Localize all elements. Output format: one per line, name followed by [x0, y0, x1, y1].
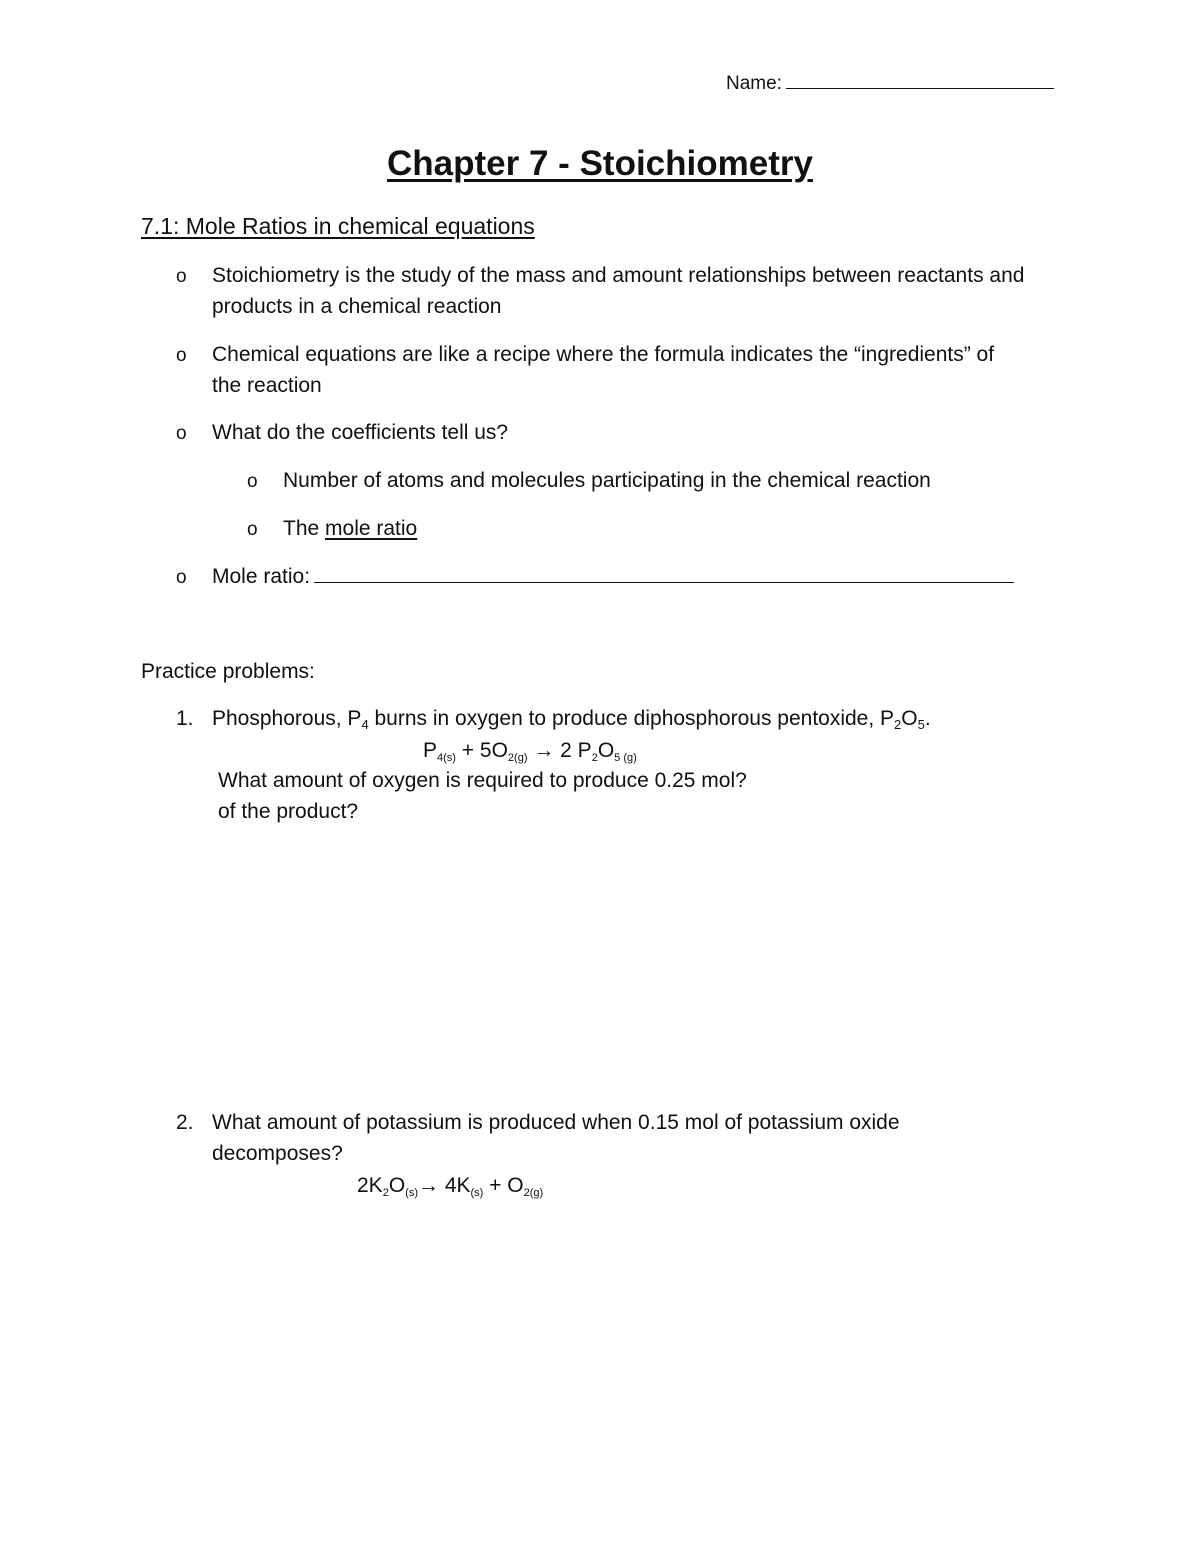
- subscript: (s): [405, 1187, 418, 1199]
- sub-bullet-marker: o: [247, 471, 258, 492]
- sub-bullet-marker: o: [247, 519, 258, 540]
- subscript: 2: [894, 717, 902, 732]
- problem-1-text: [212, 703, 931, 734]
- problem-1-equation: [423, 735, 637, 766]
- problem-2-text: [212, 1107, 900, 1169]
- mole-ratio-field: [212, 561, 1014, 592]
- problem-1-text-d: .: [924, 707, 931, 730]
- bullet-marker: o: [176, 423, 187, 444]
- eq-part: + 5O: [455, 739, 508, 762]
- subscript: 5 (g): [614, 752, 637, 764]
- name-label: Name:: [726, 73, 782, 94]
- problem-line: What amount of potassium is produced when 0.15 mol of potassium oxide: [212, 1111, 900, 1134]
- page-title: Chapter 7 - Stoichiometry: [387, 144, 813, 183]
- subscript: 4: [361, 717, 369, 732]
- bullet-marker: o: [176, 266, 187, 287]
- bullet-text: What do the coefficients tell us?: [212, 421, 509, 444]
- question-line: of the product?: [218, 800, 359, 823]
- eq-part: + O: [483, 1174, 524, 1197]
- subscript: 2(g): [507, 752, 528, 764]
- practice-heading: Practice problems:: [141, 660, 315, 683]
- subscript: 2: [382, 1187, 389, 1199]
- problem-1-text-c: O: [901, 707, 918, 730]
- mole-ratio-label: Mole ratio:: [212, 565, 311, 588]
- bullet-text: [212, 339, 994, 401]
- problem-1-text-a: Phosphorous, P: [212, 707, 362, 730]
- eq-part: O: [597, 739, 615, 762]
- mole-ratio-blank-line: [314, 564, 1014, 583]
- bullet-line: products in a chemical reaction: [212, 295, 502, 318]
- sub-bullet-prefix: The: [283, 517, 326, 540]
- eq-part: 2K: [357, 1174, 383, 1197]
- problem-1-number: 1.: [176, 707, 194, 730]
- bullet-marker: o: [176, 567, 187, 588]
- question-line: What amount of oxygen is required to produce 0.25 mol?: [218, 769, 747, 792]
- section-heading: 7.1: Mole Ratios in chemical equations: [141, 213, 535, 239]
- bullet-line: Stoichiometry is the study of the mass and amount relationships between reactants and: [212, 264, 1025, 287]
- bullet-text: [212, 260, 1024, 322]
- problem-1-text-b: burns in oxygen to produce diphosphorous pentoxide, P: [368, 707, 895, 730]
- subscript: 2: [591, 752, 598, 764]
- mole-ratio-underlined: mole ratio: [325, 517, 418, 540]
- eq-part: O: [388, 1174, 406, 1197]
- problem-1-question: [218, 765, 747, 827]
- sub-bullet-text: Number of atoms and molecules participating in the chemical reaction: [283, 469, 931, 492]
- problem-2-equation: [357, 1170, 543, 1201]
- subscript: (s): [470, 1187, 484, 1199]
- subscript: 5: [917, 717, 925, 732]
- name-blank-line: [786, 70, 1054, 89]
- bullet-line: the reaction: [212, 374, 322, 397]
- bullet-marker: o: [176, 345, 187, 366]
- sub-bullet-text: [283, 513, 417, 544]
- eq-part: P: [423, 739, 438, 762]
- problem-2-number: 2.: [176, 1111, 194, 1134]
- problem-line: decomposes?: [212, 1142, 343, 1165]
- subscript: 4(s): [437, 752, 456, 764]
- eq-arrow: → 4K: [417, 1174, 471, 1197]
- bullet-line: Chemical equations are like a recipe where the formula indicates the “ingredients” of: [212, 343, 995, 366]
- name-field: [726, 68, 1054, 99]
- subscript: 2(g): [523, 1187, 544, 1199]
- eq-arrow: → 2 P: [527, 739, 592, 762]
